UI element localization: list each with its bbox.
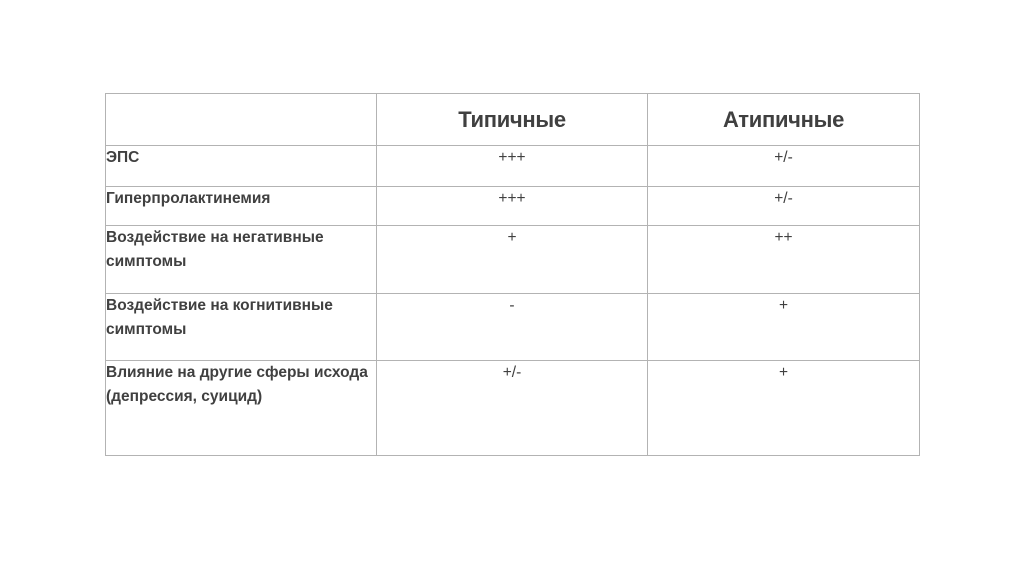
typical-value: +++ <box>377 187 648 226</box>
typical-value: +/- <box>377 361 648 456</box>
typical-value: - <box>377 294 648 361</box>
row-label: Воздействие на когнитивные симптомы <box>106 294 377 361</box>
table-row <box>106 187 920 226</box>
row-label: Гиперпролактинемия <box>106 187 377 226</box>
header-typical: Типичные <box>377 94 648 146</box>
atypical-value: + <box>648 361 920 456</box>
atypical-value: ++ <box>648 226 920 294</box>
comparison-table <box>105 93 920 456</box>
atypical-value: +/- <box>648 187 920 226</box>
row-label: ЭПС <box>106 146 377 187</box>
header-row <box>106 94 920 146</box>
table-row <box>106 226 920 294</box>
header-empty-cell <box>106 94 377 146</box>
table-row <box>106 294 920 361</box>
table-row <box>106 146 920 187</box>
typical-value: +++ <box>377 146 648 187</box>
row-label: Влияние на другие сферы исхода (депрессия, суицид) <box>106 361 377 456</box>
atypical-value: + <box>648 294 920 361</box>
header-atypical: Атипичные <box>648 94 920 146</box>
table-row <box>106 361 920 456</box>
typical-value: + <box>377 226 648 294</box>
atypical-value: +/- <box>648 146 920 187</box>
row-label: Воздействие на негативные симптомы <box>106 226 377 294</box>
